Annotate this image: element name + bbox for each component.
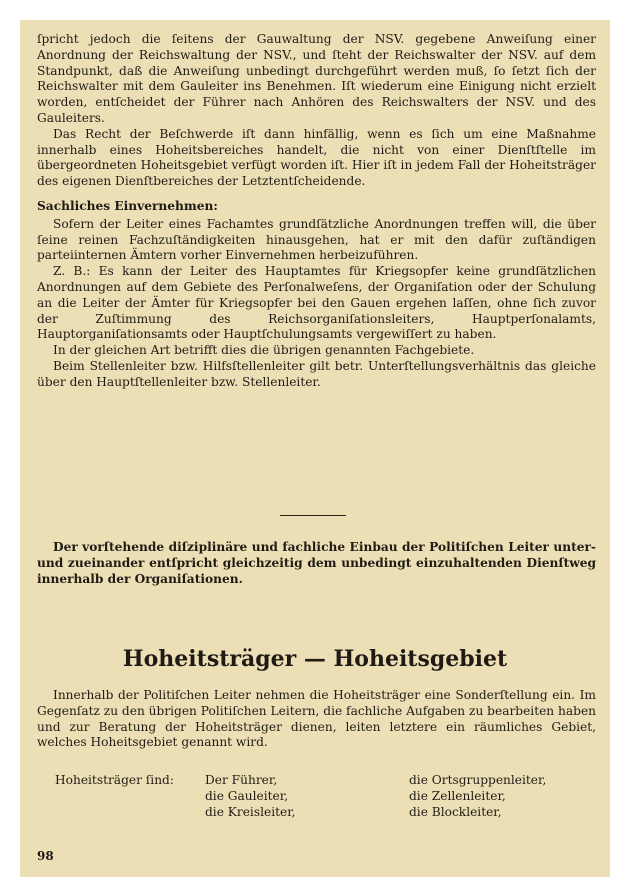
upper-text-block xyxy=(37,32,596,391)
paragraph: Das Recht der Beſchwerde iſt dann hinfällig, wenn es ſich um eine Maßnahme innerhalb eines Hoheitsbereiches handelt, die nicht von einer Dienſtſtelle im übergeordneten Hoheitsgebiet verfügt worden iſt. Hier iſt in jedem Fall der Hoheitsträger des eigenen Dienſtbereiches der Letztentſcheidende. xyxy=(37,126,596,189)
paragraph: Beim Stellenleiter bzw. Hilfsſtellenleiter gilt betr. Unterſtellungsverhältnis das gleiche über den Hauptſtellenleiter bzw. Stellenleiter. xyxy=(37,358,596,389)
section-text-block xyxy=(37,688,596,751)
paragraph: ſpricht jedoch die ſeitens der Gauwaltung der NSV. gegebene Anweiſung einer Anordnung der Reichswaltung der NSV., und ſteht der Reichswalter der NSV. auf dem Standpunkt, daß die Anweiſung unbedingt durchgeführt werden muß, ſo ſetzt ſich der Reichswalter mit dem Gauleiter ins Benehmen. Iſt wiederum eine Einigung nicht erzielt worden, entſcheidet der Führer nach Anhören des Reichswalters der NSV. und des Gauleiters. xyxy=(37,32,596,125)
section-divider xyxy=(280,515,346,516)
emphasis-paragraph: Der vorſtehende diſziplinäre und fachliche Einbau der Politiſchen Leiter unter- und zueinander entſpricht gleichzeitig dem unbedingt einzuhaltenden Dienſtweg innerhalb der Organiſationen. xyxy=(37,540,596,586)
paragraph: In der gleichen Art betrifft dies die übrigen genannten Fachgebiete. xyxy=(53,343,475,358)
list-item: die Kreisleiter, xyxy=(205,805,296,819)
bearers-column-right xyxy=(409,772,546,820)
list-item: die Blockleiter, xyxy=(409,805,502,819)
paragraph: Sofern der Leiter eines Fachamtes grundſätzliche Anordnungen treffen will, die über ſeine reinen Fachzuſtändigkeiten hinausgehen, hat er mit den dafür zuſtändigen parteiinternen Ämtern vorher Einvernehmen herbeizuführen. xyxy=(37,216,596,263)
section-heading: Hoheitsträger — Hoheitsgebiet xyxy=(122,646,508,672)
list-item: die Gauleiter, xyxy=(205,789,289,803)
paragraph: Innerhalb der Politiſchen Leiter nehmen die Hoheitsträger eine Sonderſtellung ein. Im Gegenſatz zu den übrigen Politiſchen Leitern, die fachliche Aufgaben zu bearbeiten haben und zur Beratung der Hoheitsträger dienen, leiten letztere ein räumliches Gebiet, welches Hoheitsgebiet genannt wird. xyxy=(37,688,597,750)
book-page xyxy=(20,20,610,877)
list-item: die Zellenleiter, xyxy=(409,789,506,803)
page-number: 98 xyxy=(37,849,54,863)
bearers-label: Hoheitsträger ſind: xyxy=(55,773,174,787)
list-item: Der Führer, xyxy=(205,773,278,787)
emphasis-block xyxy=(37,539,596,587)
list-item: die Ortsgruppenleiter, xyxy=(409,773,547,787)
paragraph: Z. B.: Es kann der Leiter des Hauptamtes für Kriegsopfer keine grundſätzlichen Anordnungen auf dem Gebiete des Perſonalweſens, der Organiſation oder der Schulung an die Leiter der Ämter für Kriegsopfer bei den Gauen ergehen laſſen, ohne ſich zuvor der Zuſtimmung des Reichsorganiſationsleiters, Hauptperſonalamts, Hauptorganiſationsamts oder Hauptſchulungsamts vergewiſſert zu haben. xyxy=(37,264,596,342)
subheading: Sachliches Einvernehmen: xyxy=(37,198,218,213)
bearers-column-left xyxy=(205,772,296,820)
